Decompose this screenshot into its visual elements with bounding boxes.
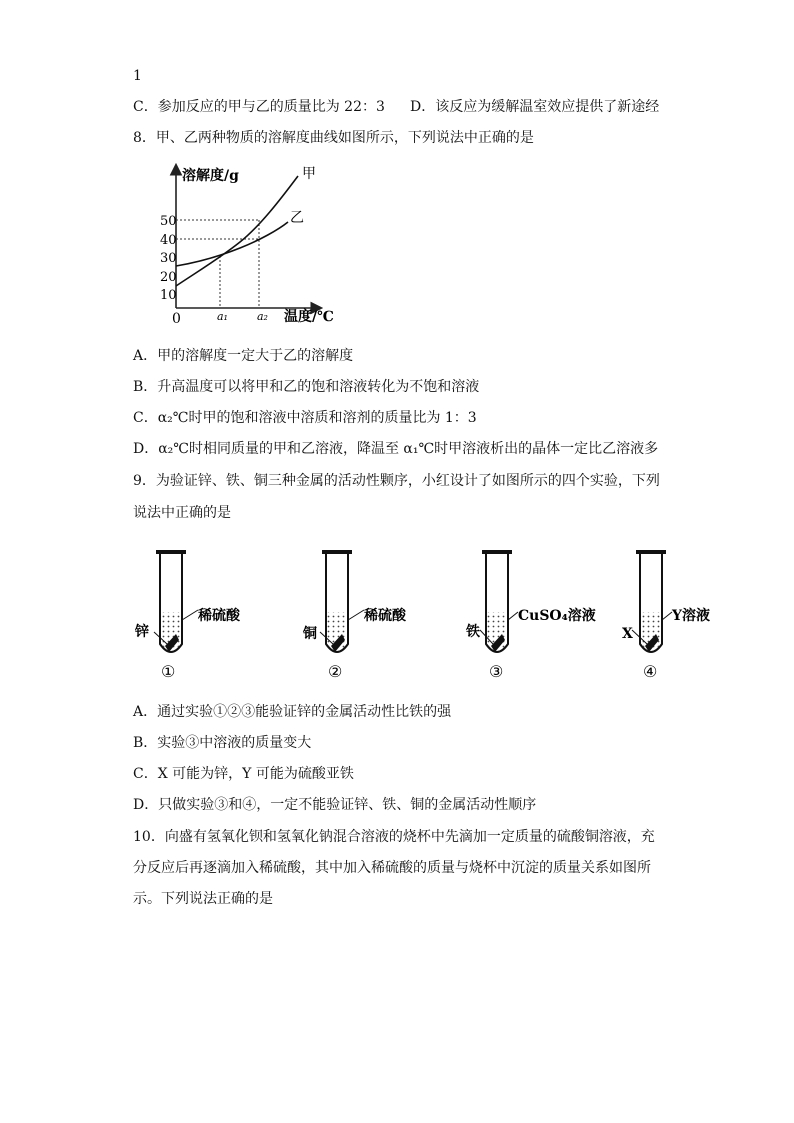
y-tick-20: 20 — [160, 270, 177, 285]
q9-option-d: D．只做实验③和④，一定不能验证锌、铁、铜的金属活动性顺序 — [133, 797, 537, 813]
page-number: 1 — [133, 68, 142, 84]
q9-stem-line2: 说法中正确的是 — [133, 505, 231, 521]
tube-1-solution: 稀硫酸 — [198, 608, 240, 624]
series-label-yi: 乙 — [290, 210, 304, 226]
curve-jia — [176, 176, 298, 286]
tube-3-metal: 铁 — [466, 624, 480, 640]
tube-1-number: ① — [161, 662, 176, 681]
tube-4-metal: X — [622, 626, 633, 642]
q8-option-b: B．升高温度可以将甲和乙的饱和溶液转化为不饱和溶液 — [133, 379, 480, 395]
q8-option-a: A．甲的溶解度一定大于乙的溶解度 — [133, 348, 354, 364]
q9-option-c: C．X 可能为锌，Y 可能为硫酸亚铁 — [133, 766, 354, 782]
tube-1-metal: 锌 — [135, 624, 149, 640]
q8-option-c: C．α₂℃时甲的饱和溶液中溶质和溶剂的质量比为 1：3 — [133, 410, 477, 426]
tube-4-number: ④ — [643, 662, 658, 681]
q8-stem: 8．甲、乙两种物质的溶解度曲线如图所示，下列说法中正确的是 — [133, 130, 534, 146]
tube-3-number: ③ — [489, 662, 504, 681]
tube-2-solution: 稀硫酸 — [364, 608, 406, 624]
x-axis-label: 温度/℃ — [284, 309, 334, 325]
origin-label: 0 — [172, 311, 181, 327]
tube-4-solution: Y溶液 — [672, 608, 710, 624]
y-tick-30: 30 — [160, 251, 177, 266]
q8-option-d: D．α₂℃时相同质量的甲和乙溶液，降温至 α₁℃时甲溶液析出的晶体一定比乙溶液多 — [133, 441, 659, 457]
q10-line3: 示。下列说法正确的是 — [133, 891, 273, 907]
test-tubes-figure — [132, 540, 722, 690]
tube-4 — [622, 550, 710, 681]
q10-line2: 分反应后再逐滴加入稀硫酸，其中加入稀硫酸的质量与烧杯中沉淀的质量关系如图所 — [133, 860, 651, 876]
y-axis-label: 溶解度/g — [182, 168, 239, 184]
y-tick-40: 40 — [160, 233, 177, 248]
series-label-jia: 甲 — [302, 166, 316, 182]
y-tick-50: 50 — [160, 214, 177, 229]
tube-3 — [465, 550, 596, 681]
q9-option-b: B．实验③中溶液的质量变大 — [133, 735, 312, 751]
x-tick-a2: a₂ — [257, 310, 268, 323]
q7-option-c: C．参加反应的甲与乙的质量比为 22：3 — [133, 99, 385, 115]
y-tick-10: 10 — [160, 288, 177, 303]
tube-1 — [134, 550, 241, 681]
x-tick-a1: a₁ — [217, 310, 228, 323]
tube-2 — [302, 550, 407, 681]
solubility-curve-figure — [160, 160, 360, 330]
tube-2-number: ② — [328, 662, 343, 681]
q7-option-d: D．该反应为缓解温室效应提供了新途经 — [410, 99, 660, 115]
q9-option-a: A．通过实验①②③能验证锌的金属活动性比铁的强 — [133, 704, 452, 720]
curve-yi — [176, 222, 288, 266]
tube-3-solution: CuSO₄溶液 — [518, 608, 596, 624]
tube-2-metal: 铜 — [303, 626, 317, 642]
q9-stem-line1: 9．为验证锌、铁、铜三种金属的活动性颗序，小红设计了如图所示的四个实验，下列 — [133, 473, 660, 489]
q10-line1: 10．向盛有氢氧化钡和氢氧化钠混合溶液的烧杯中先滴加一定质量的硫酸铜溶液，充 — [133, 829, 655, 845]
